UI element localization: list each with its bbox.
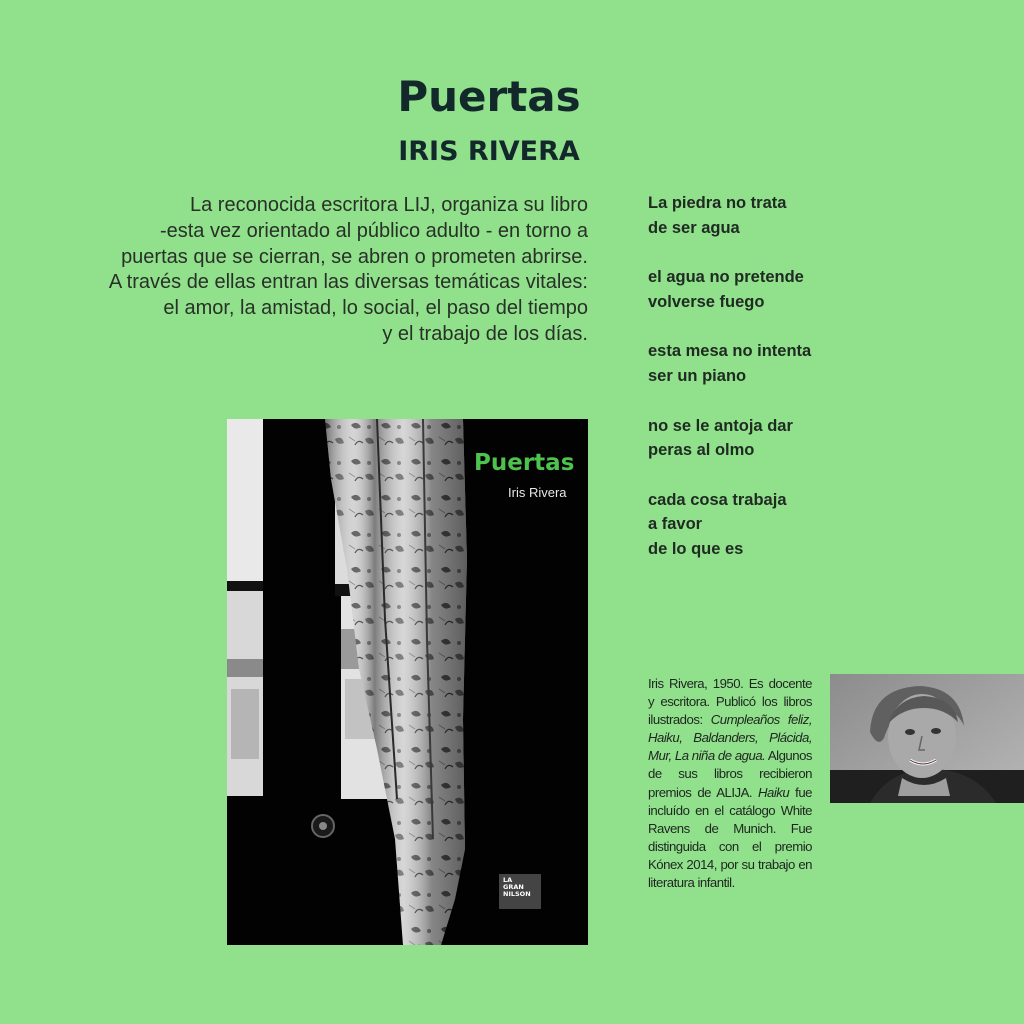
poem-line: de lo que es xyxy=(648,539,744,558)
bio-book-list: Cumpleaños feliz, Haiku, Baldanders, Plácida, Mur, La niña de agua. xyxy=(648,712,812,764)
intro-line: el amor, la amistad, lo social, el paso del tiempo xyxy=(163,297,588,320)
poem-line: esta mesa no intenta xyxy=(648,342,812,361)
poem-stanza xyxy=(648,488,888,562)
poem-line: volverse fuego xyxy=(648,292,765,311)
bio-text: fue incluído en el catálogo White Ravens de Munich. Fue distinguida con el premio Kónex 2014, por su trabajo en literatura infantil. xyxy=(648,784,813,891)
poem-line: cada cosa trabaja xyxy=(648,490,787,509)
intro-line: -esta vez orientado al público adulto - en torno a xyxy=(159,219,588,242)
author-bio xyxy=(648,675,812,892)
intro-paragraph xyxy=(30,193,588,348)
publisher-logo-line: LA xyxy=(503,876,513,884)
author-portrait-illustration xyxy=(830,674,1024,803)
poem xyxy=(648,191,888,587)
cover-author: Iris Rivera xyxy=(508,485,567,500)
book-title: Puertas xyxy=(397,72,581,121)
poem-stanza xyxy=(648,265,888,314)
bio-text: Algunos de sus libros recibieron premios de ALIJA. xyxy=(648,748,813,800)
poem-line: ser un piano xyxy=(648,366,747,385)
publisher-logo xyxy=(499,874,541,909)
bio-book-title: Haiku xyxy=(758,784,790,800)
author-name: IRIS RIVERA xyxy=(398,136,580,167)
author-photo xyxy=(830,674,1024,803)
poem-line: el agua no pretende xyxy=(648,268,804,287)
poem-stanza xyxy=(648,414,888,463)
poem-line: a favor xyxy=(648,515,703,534)
poem-line: La piedra no trata xyxy=(648,194,787,212)
poem-stanza xyxy=(648,191,888,240)
bio-text: Iris Rivera, 1950. Es docente y escritora. Publicó los libros ilustrados: xyxy=(648,676,812,728)
poem-line: de ser agua xyxy=(648,218,740,237)
intro-line: puertas que se cierran, se abren o prometen abrirse. xyxy=(121,245,588,268)
poem-line: peras al olmo xyxy=(648,441,755,460)
cover-title: Puertas xyxy=(474,450,575,476)
publisher-logo-line: NILSON xyxy=(503,890,531,898)
intro-line: La reconocida escritora LIJ, organiza su libro xyxy=(190,194,588,216)
poem-line: no se le antoja dar xyxy=(648,416,793,435)
intro-line: y el trabajo de los días. xyxy=(382,322,588,345)
publisher-logo-line: GRAN xyxy=(503,883,524,891)
intro-line: A través de ellas entran las diversas temáticas vitales: xyxy=(108,271,588,294)
poem-stanza xyxy=(648,339,888,388)
